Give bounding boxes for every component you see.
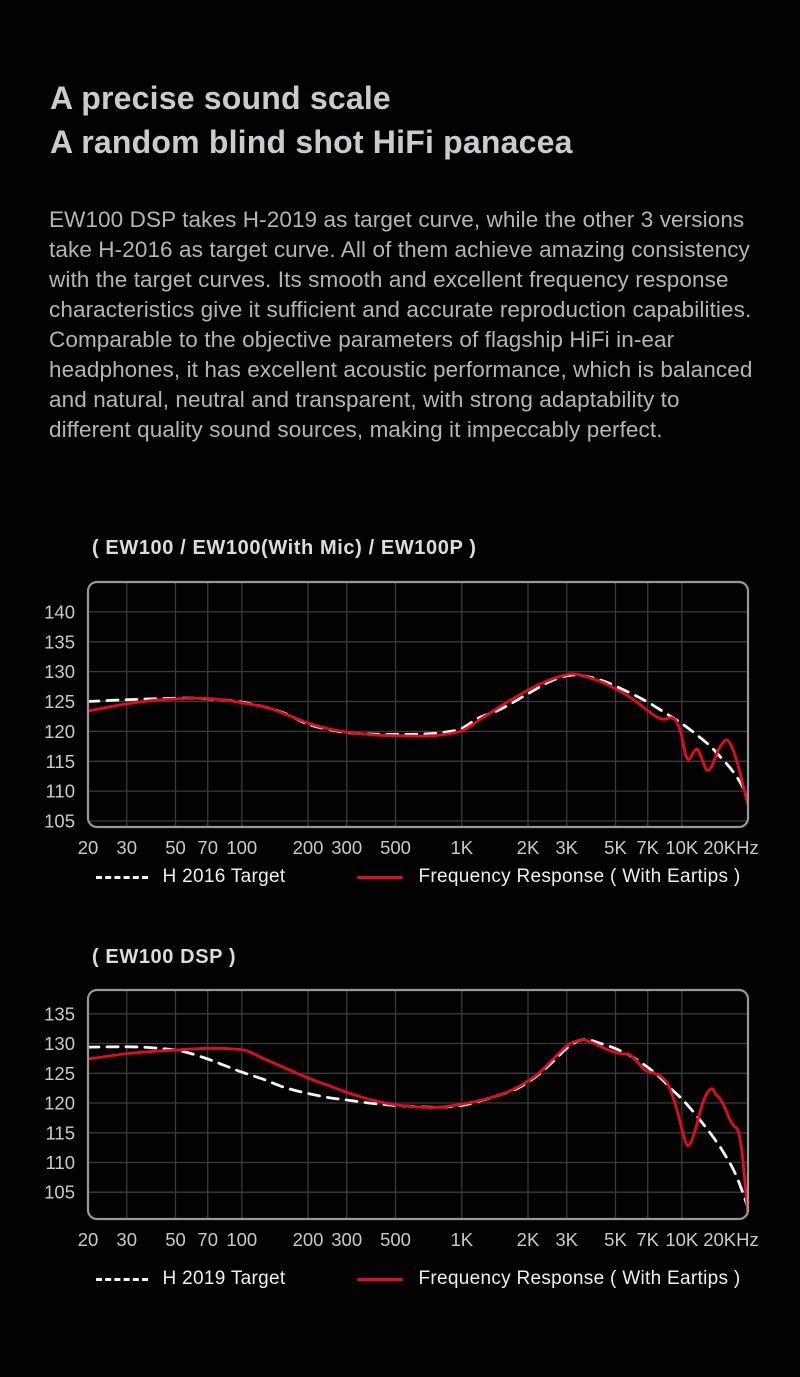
svg-text:70: 70 — [197, 1229, 218, 1250]
svg-text:105: 105 — [44, 810, 75, 832]
chart-1-canvas — [0, 570, 800, 877]
svg-text:140: 140 — [44, 601, 75, 623]
svg-text:3K: 3K — [555, 1229, 579, 1250]
svg-text:125: 125 — [44, 691, 75, 712]
legend-item-frequency-response-2 — [357, 1268, 740, 1290]
svg-text:105: 105 — [44, 1181, 75, 1203]
svg-text:115: 115 — [45, 750, 75, 772]
legend-item-frequency-response-1 — [357, 866, 740, 888]
svg-text:125: 125 — [44, 1062, 75, 1084]
svg-text:135: 135 — [44, 1003, 75, 1025]
svg-text:2K: 2K — [516, 1229, 540, 1250]
intro-paragraph: EW100 DSP takes H-2019 as target curve, while the other 3 versions take H-2016 as target curve. All of them achieve amazing consistency with the target curves. Its smooth and excellent frequency response characteristics give it sufficient and accurate reproduction capabilities. Comparable to the objective parameters of flagship HiFi in-ear headphones, it has excellent acoustic performance, which is balanced and natural, neutral and transparent, with strong adaptability to different quality sound sources, making it impeccably perfect. — [49, 207, 753, 442]
svg-text:20: 20 — [77, 1229, 99, 1250]
red-line-sample-icon — [357, 876, 403, 879]
headline-line-2: A random blind shot HiFi panacea — [50, 124, 573, 160]
red-line-sample-icon — [357, 1278, 403, 1281]
frequency-response-chart-svg — [0, 978, 800, 1266]
svg-text:10K: 10K — [665, 837, 699, 858]
svg-text:7K: 7K — [636, 837, 660, 858]
svg-text:20KHz: 20KHz — [703, 837, 759, 858]
legend-label-h2016-target: H 2016 Target — [162, 866, 286, 887]
svg-text:500: 500 — [380, 837, 411, 858]
svg-text:115: 115 — [45, 1122, 75, 1144]
svg-text:20KHz: 20KHz — [703, 1229, 759, 1250]
chart-2-legend — [88, 1268, 748, 1290]
svg-text:500: 500 — [380, 1229, 411, 1250]
svg-text:100: 100 — [226, 1229, 258, 1250]
chart-2-title: ( EW100 DSP ) — [92, 946, 237, 968]
svg-text:300: 300 — [331, 837, 363, 858]
svg-text:20: 20 — [77, 837, 99, 858]
headline — [50, 76, 573, 164]
svg-text:30: 30 — [116, 1229, 137, 1250]
svg-text:1K: 1K — [450, 1229, 474, 1250]
svg-text:100: 100 — [226, 837, 258, 858]
legend-label-h2019-target: H 2019 Target — [162, 1268, 286, 1289]
legend-label-frequency-response-2: Frequency Response ( With Eartips ) — [418, 1268, 741, 1289]
svg-text:30: 30 — [116, 837, 137, 858]
svg-text:50: 50 — [165, 1229, 186, 1250]
svg-text:5K: 5K — [604, 837, 627, 858]
svg-text:300: 300 — [331, 1229, 363, 1250]
dashed-line-sample-icon — [96, 1278, 148, 1281]
svg-text:130: 130 — [44, 1033, 75, 1054]
svg-text:70: 70 — [197, 837, 218, 858]
svg-text:3K: 3K — [555, 837, 579, 858]
chart-1-title: ( EW100 / EW100(With Mic) / EW100P ) — [92, 537, 477, 559]
frequency-response-chart-svg — [0, 570, 800, 872]
svg-text:120: 120 — [44, 720, 75, 742]
svg-text:110: 110 — [45, 780, 75, 802]
chart-2-canvas — [0, 978, 800, 1271]
svg-text:200: 200 — [292, 837, 324, 858]
legend-item-h2019-target — [96, 1268, 286, 1290]
svg-text:200: 200 — [292, 1229, 324, 1250]
svg-text:2K: 2K — [516, 837, 540, 858]
dashed-line-sample-icon — [96, 876, 148, 879]
legend-label-frequency-response-1: Frequency Response ( With Eartips ) — [418, 866, 741, 887]
svg-text:50: 50 — [165, 837, 186, 858]
svg-text:135: 135 — [44, 631, 75, 653]
svg-text:7K: 7K — [636, 1229, 660, 1250]
svg-text:120: 120 — [44, 1092, 75, 1114]
svg-text:1K: 1K — [450, 837, 474, 858]
svg-text:130: 130 — [44, 661, 75, 683]
legend-item-h2016-target — [96, 866, 286, 888]
headline-line-1: A precise sound scale — [50, 80, 391, 116]
svg-text:110: 110 — [45, 1152, 75, 1173]
chart-1-legend — [88, 866, 748, 888]
svg-text:10K: 10K — [665, 1229, 699, 1250]
svg-text:5K: 5K — [604, 1229, 627, 1250]
